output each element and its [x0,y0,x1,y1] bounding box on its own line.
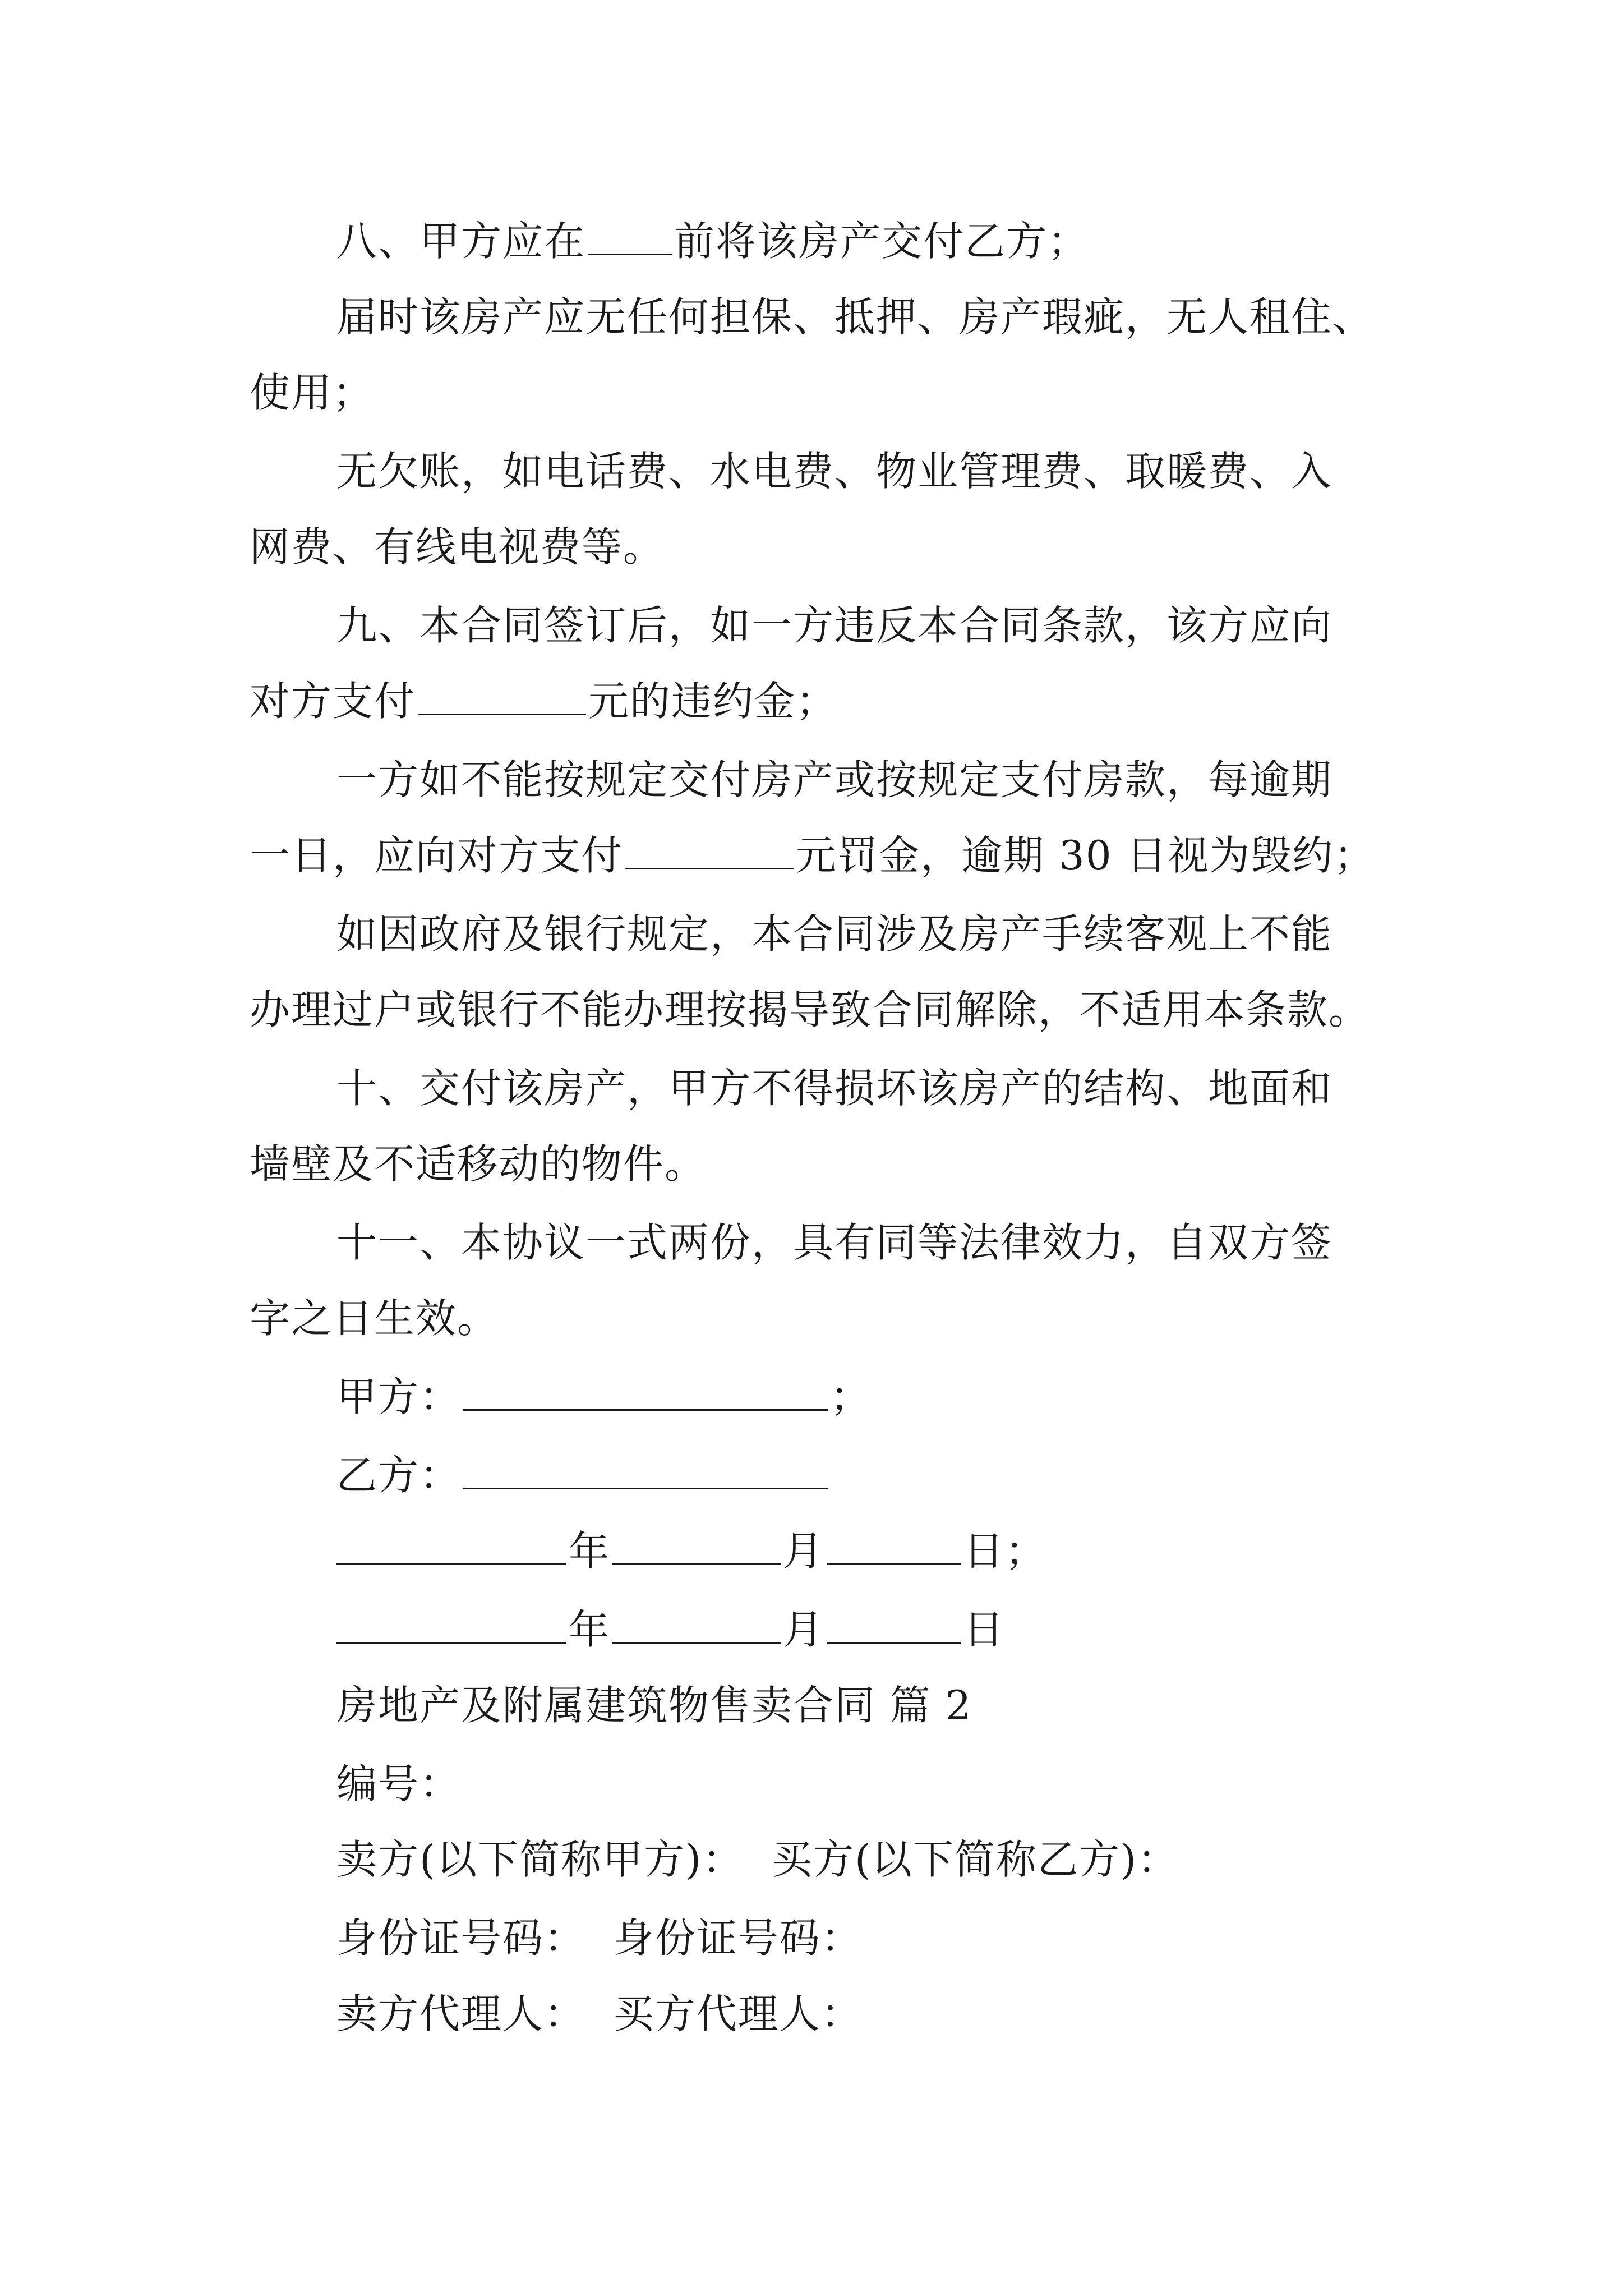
clause-8-line: 八、甲方应在 前将该房产交付乙方； [336,218,1090,265]
clause-10-line: 十、交付该房产，甲方不得损坏该房产的结构、地面和 [336,1065,1333,1112]
blank-month [612,1607,781,1644]
blank-penalty-amount [418,679,586,715]
date-line-1: 年 月 日； [336,1526,1046,1576]
text-line: 如因政府及银行规定，本合同涉及房产手续客观上不能 [336,910,1333,958]
text-line: 无欠账，如电话费、水电费、物业管理费、取暖费、入 [336,448,1333,495]
id-number-line: 身份证号码： 身份证号码： [336,1915,863,1962]
text-line: 字之日生效。 [250,1295,499,1342]
blank-party-a [463,1374,828,1411]
date-line-2: 年 月 日 [336,1604,1005,1655]
clause-11-line: 十一、本协议一式两份，具有同等法律效力，自双方签 [336,1219,1333,1266]
party-a-signature-line: 甲方： ； [336,1373,872,1420]
blank-daily-fine [625,833,794,869]
text-line: 一方如不能按规定交付房产或按规定支付房款，每逾期 [336,756,1333,803]
party-b-signature-line: 乙方： [336,1450,830,1501]
blank-year [336,1607,566,1644]
blank-year [336,1529,566,1565]
blank-day [827,1529,961,1565]
text-line: 使用； [250,369,375,416]
text-line: 一日，应向对方支付 元罚金，逾期 30 日视为毁约； [250,832,1376,879]
blank-delivery-date [588,219,672,255]
clause-9-line: 九、本合同签订后，如一方违反本合同条款，该方应向 [336,602,1333,649]
text-line: 办理过户或银行不能办理按揭导致合同解除，不适用本条款。 [250,986,1371,1033]
blank-day [827,1607,961,1644]
blank-month [612,1529,781,1565]
blank-party-b [463,1453,828,1489]
text-line: 届时该房产应无任何担保、抵押、房产瑕疵，无人租住、 [336,293,1375,341]
section-heading: 房地产及附属建筑物售卖合同 篇 2 [336,1682,972,1729]
text-line: 网费、有线电视费等。 [250,523,665,570]
parties-line: 卖方(以下简称甲方)： 买方(以下简称乙方)： [336,1836,1179,1883]
text-line: 对方支付 元的违约金； [250,678,838,725]
text-line: 墙壁及不适移动的物件。 [250,1140,707,1188]
contract-number-label: 编号： [336,1760,462,1807]
agent-line: 卖方代理人： 买方代理人： [336,1990,863,2037]
